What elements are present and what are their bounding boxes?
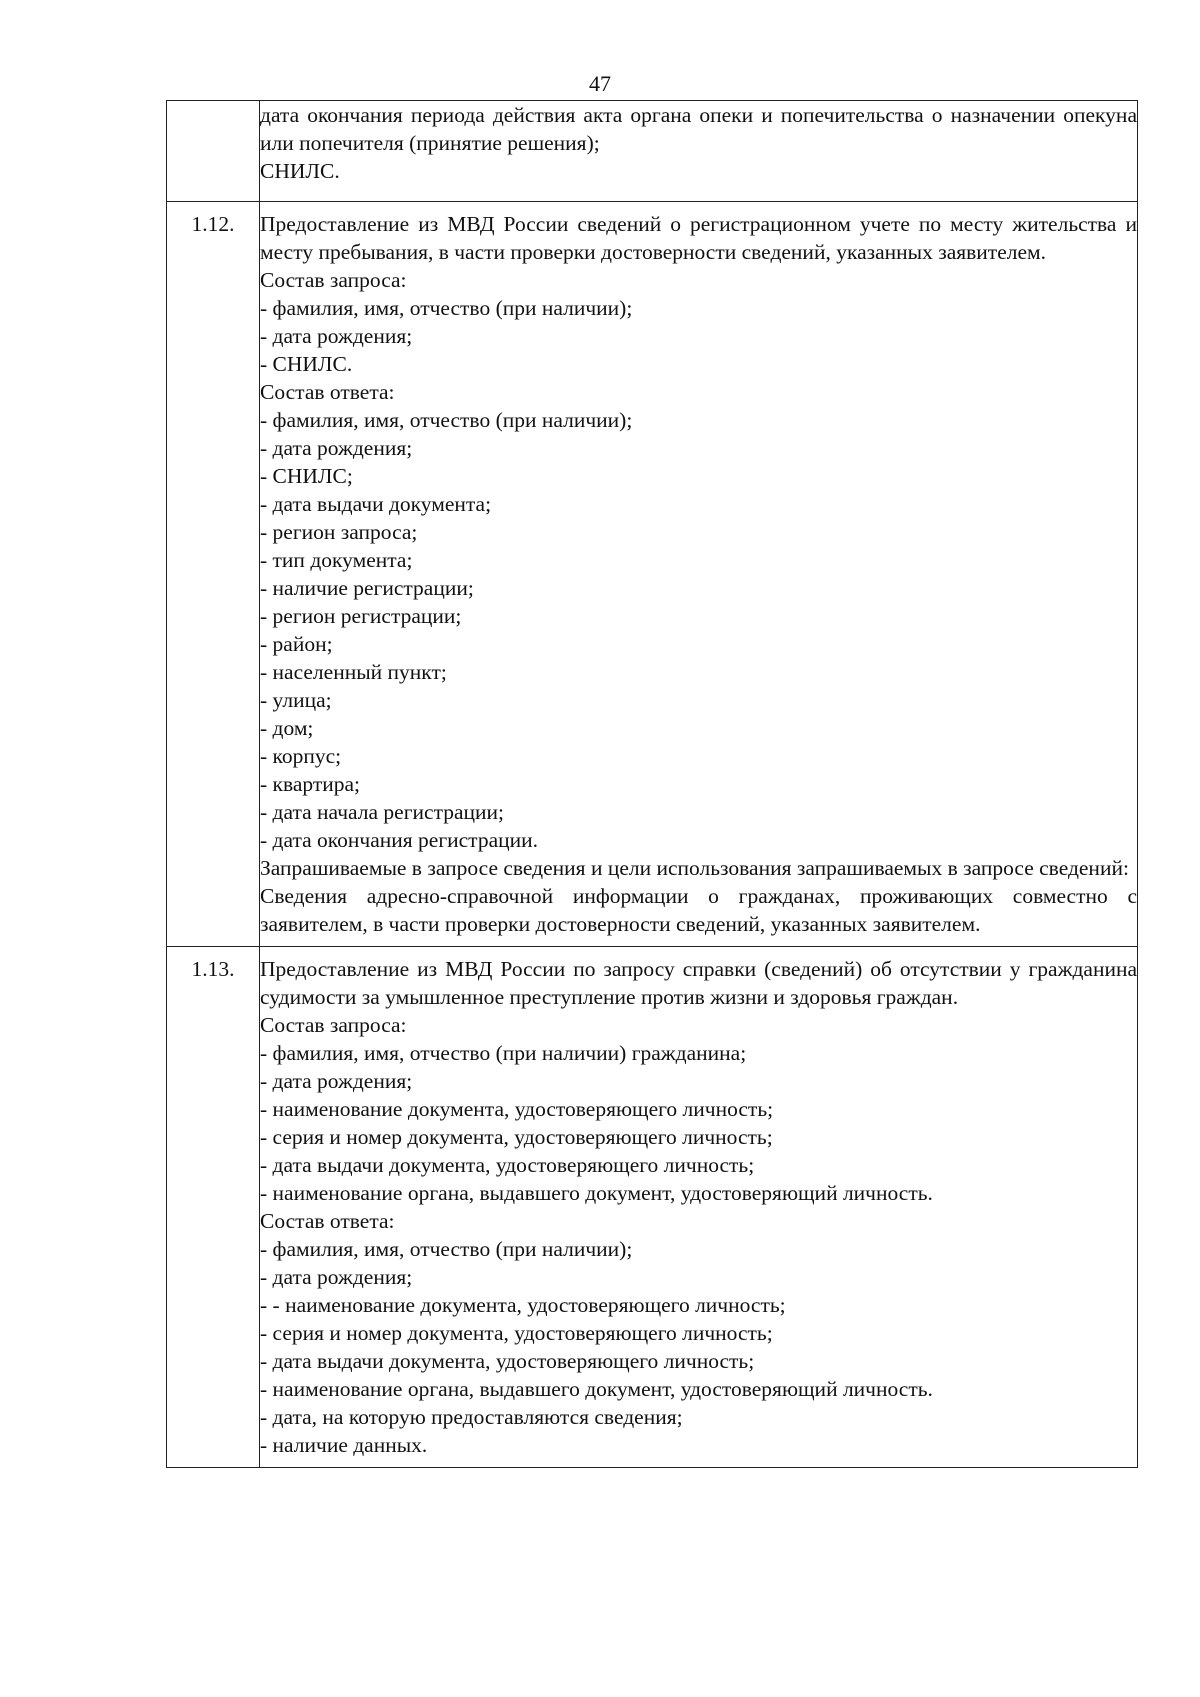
paragraph: Предоставление из МВД России по запросу справки (сведений) об отсутствии у гражданина судимости за умышленное преступление против жизни и здоровья граждан. <box>260 957 1137 1009</box>
row-description-cell <box>260 947 1138 1468</box>
list-item: - корпус; <box>260 744 342 768</box>
list-item: - дата, на которую предоставляются сведения; <box>260 1405 683 1429</box>
paragraph: Предоставление из МВД России сведений о регистрационном учете по месту жительства и месту пребывания, в части проверки достоверности сведений, указанных заявителем. <box>260 212 1137 264</box>
list-item: - регион запроса; <box>260 520 418 544</box>
list-item: - фамилия, имя, отчество (при наличии); <box>260 296 633 320</box>
section-heading: Состав ответа: <box>260 1209 395 1233</box>
list-item: - наименование документа, удостоверяющего личность; <box>260 1097 774 1121</box>
table-row-1-12 <box>167 202 1138 947</box>
list-item: - район; <box>260 632 333 656</box>
list-item: - дата выдачи документа; <box>260 492 492 516</box>
list-item: - наименование органа, выдавшего документ, удостоверяющий личность. <box>260 1181 933 1205</box>
row-description-cell <box>260 202 1138 947</box>
services-table <box>166 100 1138 1468</box>
section-heading: Состав ответа: <box>260 380 395 404</box>
list-item: - СНИЛС; <box>260 464 353 488</box>
list-item: - наименование органа, выдавшего документ, удостоверяющий личность. <box>260 1377 933 1401</box>
list-item: - дата выдачи документа, удостоверяющего личность; <box>260 1153 755 1177</box>
row-description-cell <box>260 101 1138 202</box>
list-item: - тип документа; <box>260 548 413 572</box>
section-heading: Состав запроса: <box>260 1013 407 1037</box>
list-item: - СНИЛС. <box>260 352 353 376</box>
list-item: СНИЛС. <box>260 159 340 183</box>
list-item: - дата рождения; <box>260 1265 413 1289</box>
list-item: - фамилия, имя, отчество (при наличии); <box>260 1237 633 1261</box>
list-item: - наличие данных. <box>260 1433 428 1457</box>
list-item: - квартира; <box>260 772 361 796</box>
page-number: 47 <box>589 71 611 96</box>
list-item: - населенный пункт; <box>260 660 447 684</box>
list-item: - наличие регистрации; <box>260 576 474 600</box>
list-item: - дата начала регистрации; <box>260 800 505 824</box>
list-item: - - наименование документа, удостоверяющего личность; <box>260 1293 786 1317</box>
list-item: - дата рождения; <box>260 436 413 460</box>
list-item: - фамилия, имя, отчество (при наличии) гражданина; <box>260 1041 747 1065</box>
list-item: - серия и номер документа, удостоверяющего личность; <box>260 1321 773 1345</box>
list-item: - дата рождения; <box>260 1069 413 1093</box>
table-row-continuation <box>167 101 1138 202</box>
list-item: - серия и номер документа, удостоверяющего личность; <box>260 1125 773 1149</box>
paragraph: Сведения адресно-справочной информации о гражданах, проживающих совместно с заявителем, в части проверки достоверности сведений, указанных заявителем. <box>260 884 1137 936</box>
table-row-1-13 <box>167 947 1138 1468</box>
row-number-cell <box>167 101 260 202</box>
list-item: - регион регистрации; <box>260 604 462 628</box>
paragraph: дата окончания периода действия акта органа опеки и попечительства о назначении опекуна или попечителя (принятие решения); <box>260 103 1137 155</box>
list-item: - улица; <box>260 688 332 712</box>
list-item: - дата рождения; <box>260 324 413 348</box>
list-item: - дом; <box>260 716 314 740</box>
list-item: - дата выдачи документа, удостоверяющего личность; <box>260 1349 755 1373</box>
section-heading: Состав запроса: <box>260 268 407 292</box>
list-item: - дата окончания регистрации. <box>260 828 539 852</box>
list-item: - фамилия, имя, отчество (при наличии); <box>260 408 633 432</box>
row-number-cell: 1.13. <box>167 947 260 1468</box>
paragraph: Запрашиваемые в запросе сведения и цели использования запрашиваемых в запросе сведений: <box>260 856 1129 880</box>
row-number-cell: 1.12. <box>167 202 260 947</box>
